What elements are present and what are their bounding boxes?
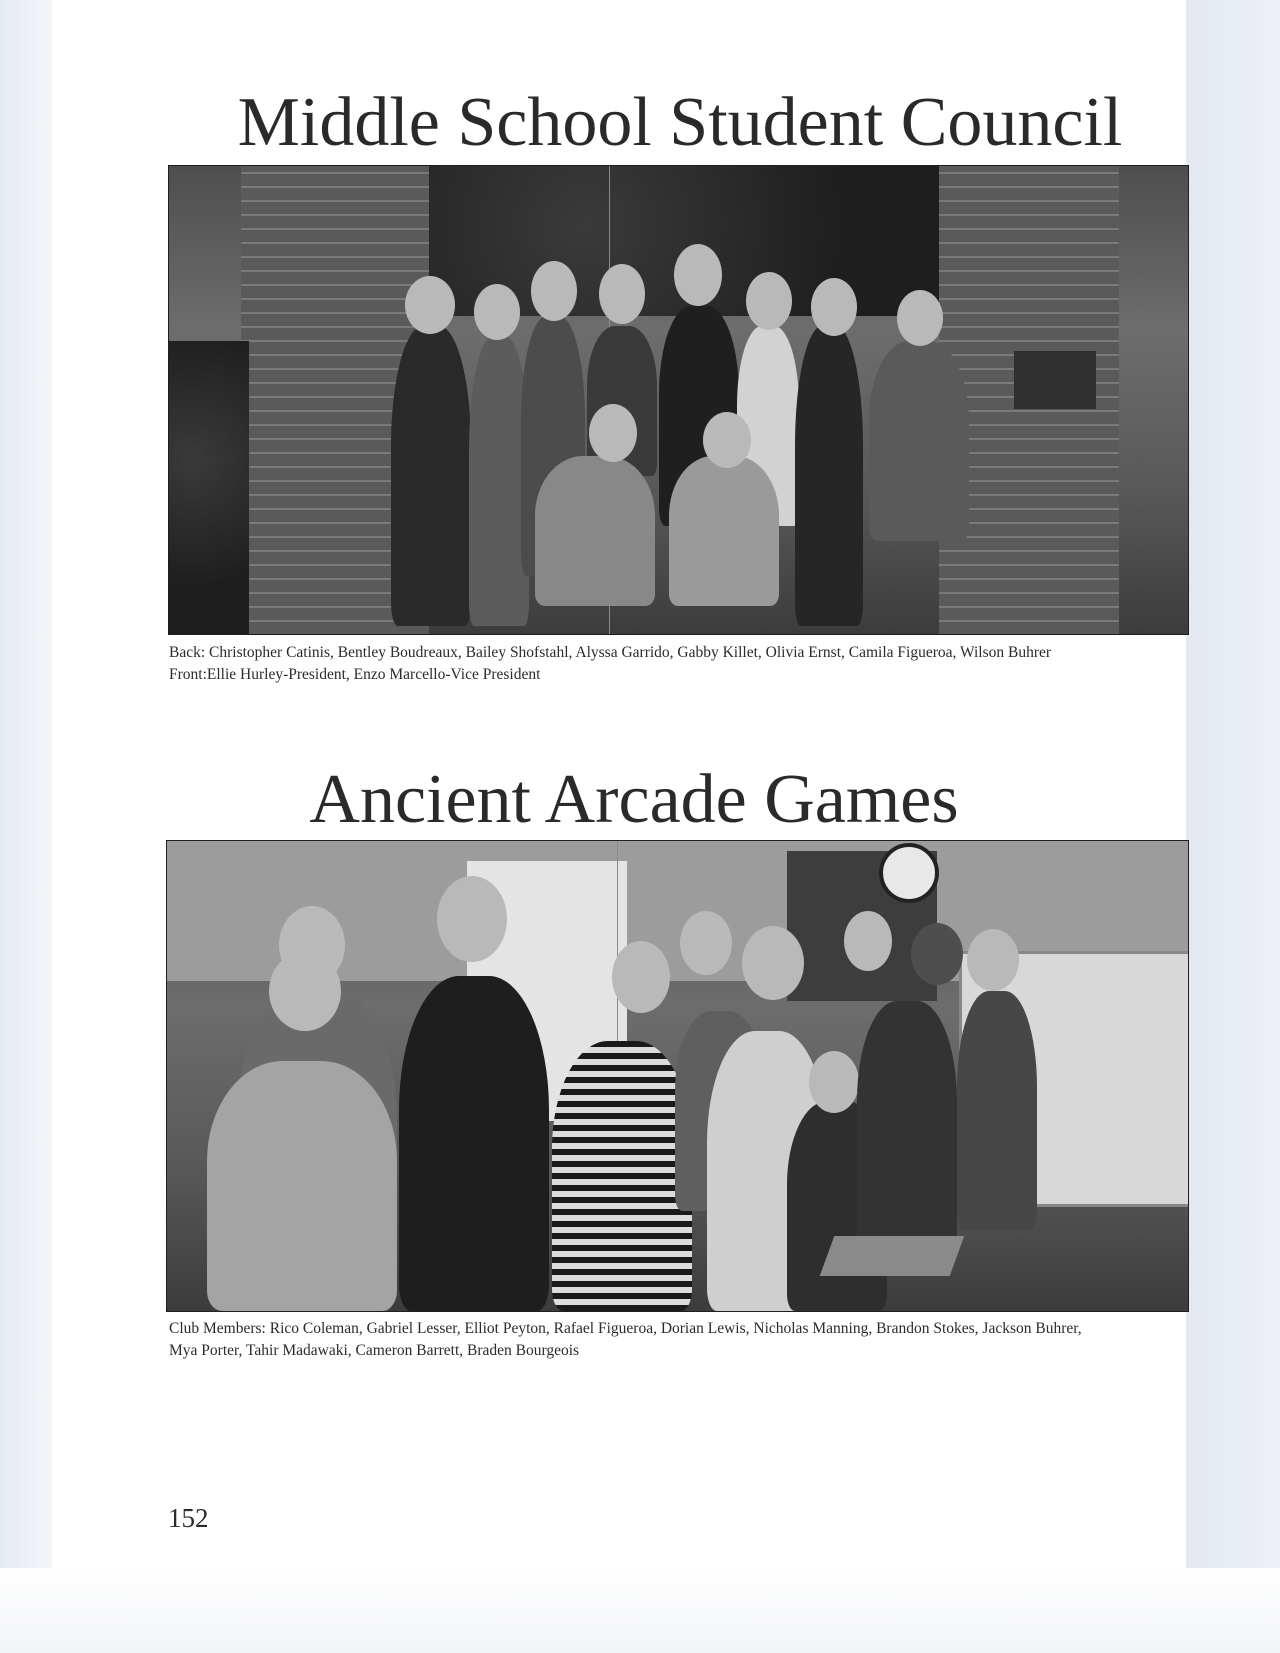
page-number: 152 [168, 1503, 209, 1533]
caption-line-back-row: Back: Christopher Catinis, Bentley Boudreaux, Bailey Shofstahl, Alyssa Garrido, Gabby Killet, Olivia Ernst, Camila Figueroa, Wilson Buhrer [169, 644, 1052, 661]
caption-line-members-1: Club Members: Rico Coleman, Gabriel Lesser, Elliot Peyton, Rafael Figueroa, Dorian Lewis, Nicholas Manning, Brandon Stokes, Jackson Buhrer, [169, 1320, 1082, 1337]
arcade-games-caption [169, 1318, 1169, 1362]
section-title-student-council: Middle School Student Council [237, 84, 1123, 161]
scan-edge-bottom [0, 1568, 1280, 1653]
arcade-games-club-photo [166, 840, 1189, 1312]
student-council-caption [169, 642, 1169, 686]
section-title-arcade-games: Ancient Arcade Games [309, 761, 959, 838]
caption-line-members-2: Mya Porter, Tahir Madawaki, Cameron Barrett, Braden Bourgeois [169, 1342, 580, 1359]
caption-line-front-row: Front:Ellie Hurley-President, Enzo Marcello-Vice President [169, 666, 541, 683]
student-council-group-photo [168, 165, 1189, 635]
